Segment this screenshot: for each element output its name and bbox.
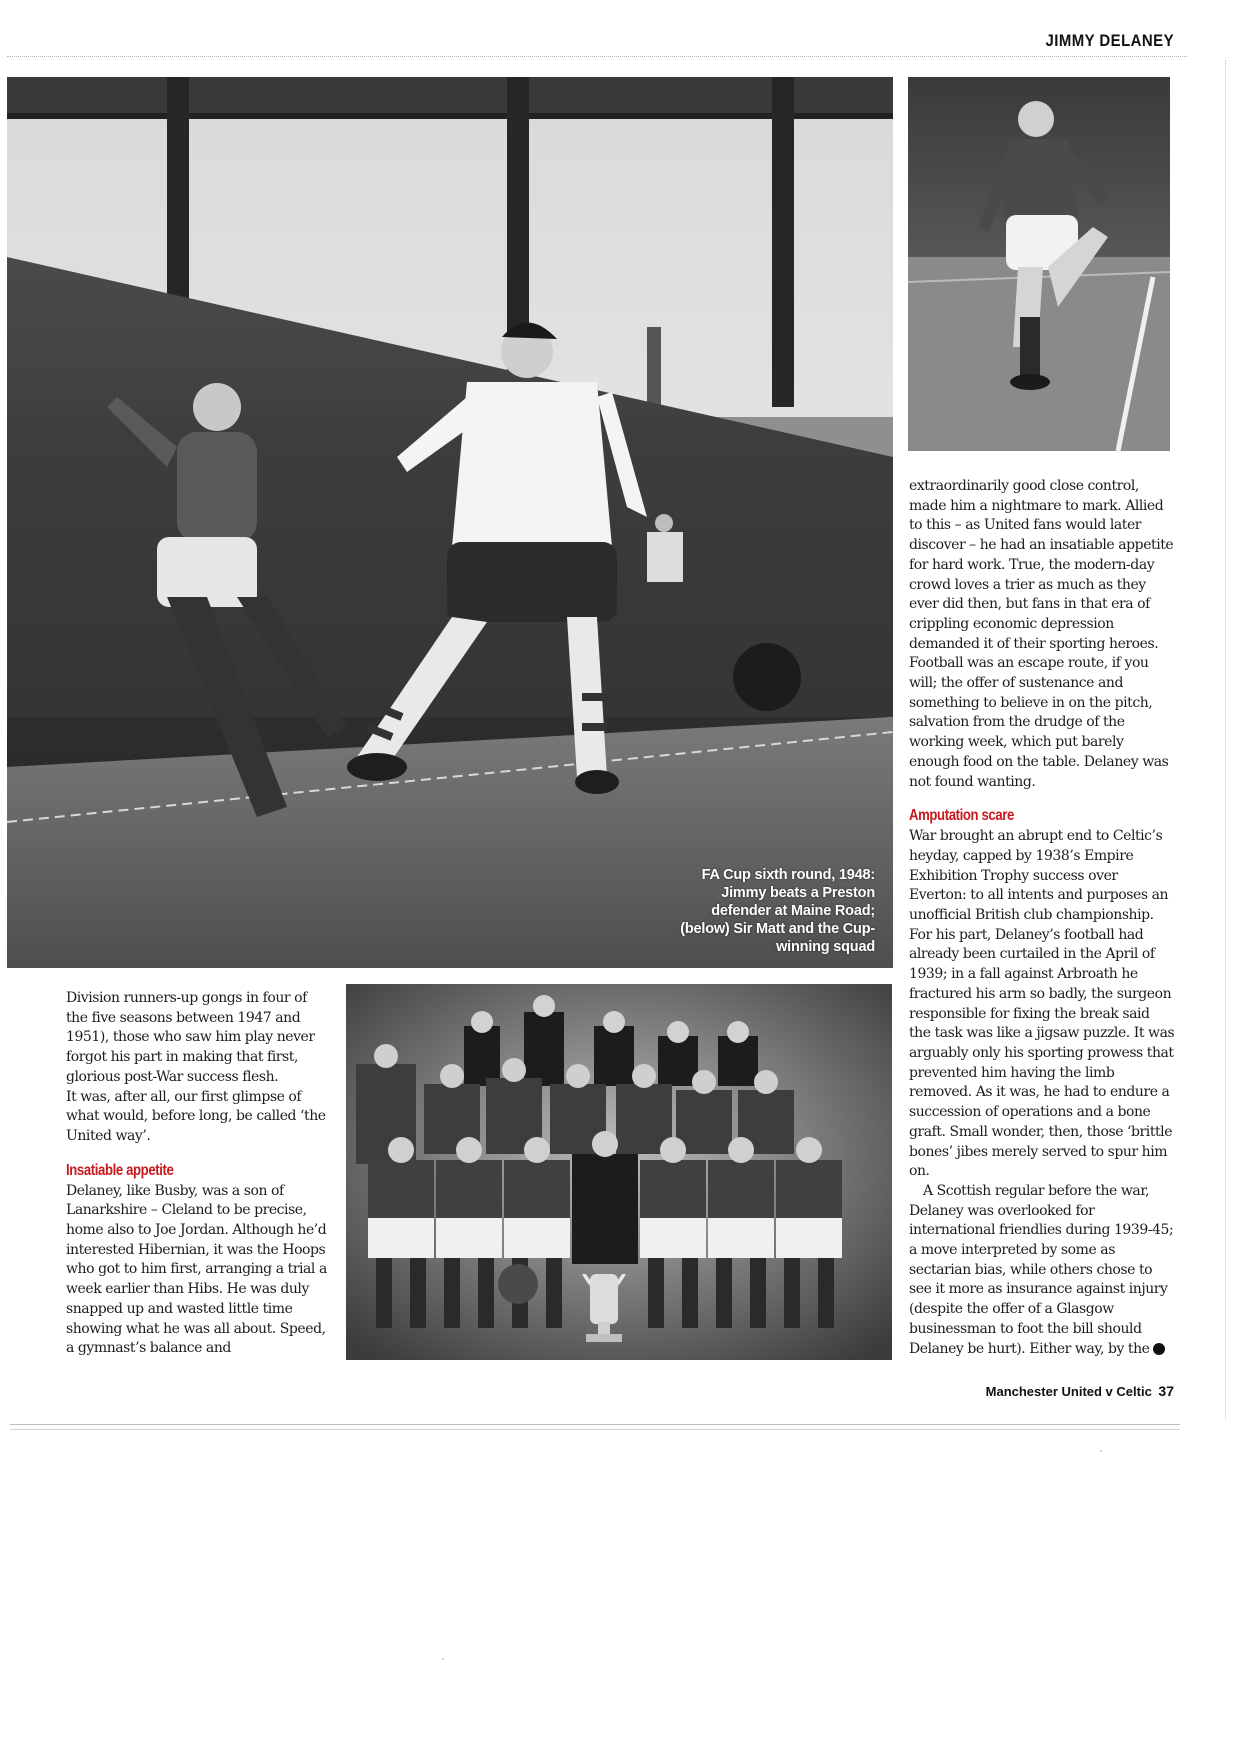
footer-title: Manchester United v Celtic <box>985 1384 1152 1399</box>
body-paragraph: Delaney, like Busby, was a son of Lanarkshire – Cleland to be precise, home also to Joe Jordan. Although he’d interested Hibernian, it was the Hoops who got to him first, arranging a trial a week earlier than Hibs. He was duly snapped up and wasted little time showing what he was all about. Speed, a gymnast’s balance and <box>66 1182 327 1357</box>
page-edge-shadow <box>1225 60 1240 1420</box>
body-paragraph: extraordinarily good close control, made him a nightmare to mark. Allied to this – as United fans would later discover – he had an insatiable appetite for hard work. True, the modern-day crowd loves a trier as much as they ever did then, but fans in that era of crippling economic depression demanded it of their sporting heroes. Football was an escape route, if you will; the offer of sustenance and something to believe in on the pitch, salvation from the drudge of the working week, which put barely enough food on the table. Delaney was not found wanting. <box>909 478 1174 790</box>
match-photo-image <box>7 77 893 968</box>
body-paragraph: War brought an abrupt end to Celtic’s heyday, capped by 1938’s Empire Exhibition Trophy success over Everton: to all intents and purposes an unofficial British club championship. For his part, Delaney’s football had already been curtailed in the April of 1939; in a fall against Arbroath he fractured his arm so badly, the surgeon responsible for fixing the break said the task was like a jigsaw puzzle. It was arguably only his sporting prowess that prevented him having the limb removed. As it was, he had to endure a succession of operations and a bone graft. Small wonder, then, those ‘brittle bones’ jibes merely served to spur him on. <box>909 828 1175 1180</box>
page-footer <box>986 1383 1174 1399</box>
continue-arrow-icon: ▶ <box>1153 1343 1165 1355</box>
left-text-column <box>66 989 332 1359</box>
body-paragraph-with-continue <box>909 1182 1175 1359</box>
page-number: 37 <box>1158 1383 1174 1399</box>
subheading: Insatiable appetite <box>66 1161 174 1179</box>
team-squad-photo <box>346 984 892 1360</box>
body-paragraph: Division runners-up gongs in four of the five seasons between 1947 and 1951), those who saw him play never forgot his part in making that first, glorious post-War success flesh. <box>66 990 315 1085</box>
body-paragraph-text: A Scottish regular before the war, Delaney was overlooked for international friendlies during 1939-45; a move interpreted by some as sectarian bias, while others chose to see it more as insurance against injury (despite the offer of a Glasgow businessman to foot the bill should Delaney be hurt). Either way, by the <box>909 1182 1174 1357</box>
subheading: Amputation scare <box>909 807 1014 825</box>
match-photo <box>7 77 893 968</box>
portrait-photo-image <box>908 77 1170 451</box>
photo-caption: FA Cup sixth round, 1948: Jimmy beats a Preston defender at Maine Road; (below) Sir Matt and the Cup-winning squad <box>680 867 875 955</box>
scan-speck <box>1100 1450 1102 1452</box>
team-squad-photo-image <box>346 984 892 1360</box>
top-dotted-rule <box>7 56 1187 57</box>
portrait-photo <box>908 77 1170 451</box>
scan-speck <box>442 1658 444 1660</box>
body-paragraph: It was, after all, our first glimpse of what would, before long, be called ‘the United way’. <box>66 1088 326 1144</box>
running-header: JIMMY DELANEY <box>1045 31 1174 50</box>
right-text-column <box>909 477 1175 1359</box>
page-bottom-edge <box>10 1424 1180 1430</box>
